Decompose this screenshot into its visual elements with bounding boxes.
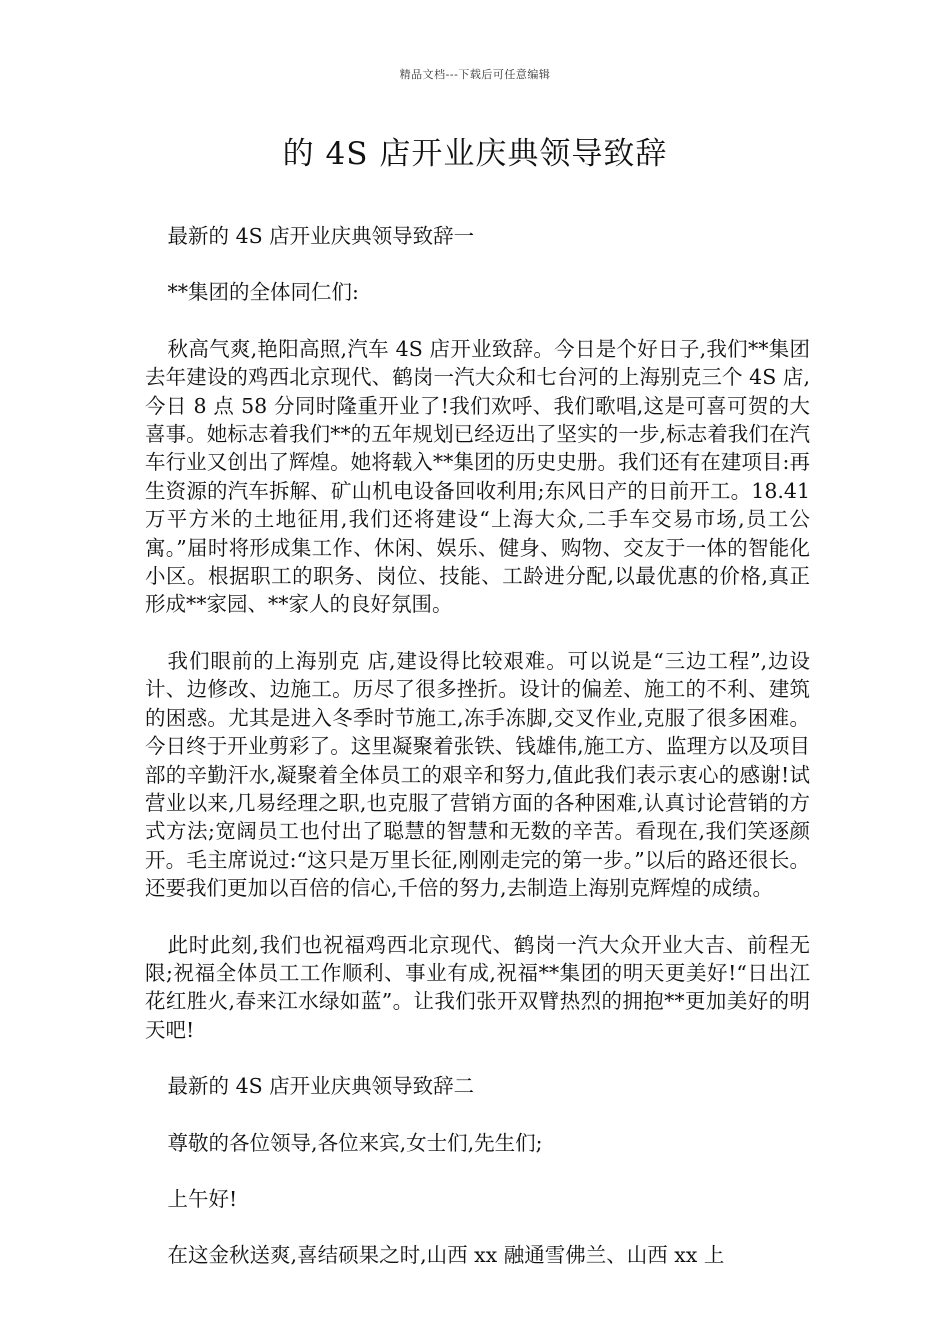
section-heading-1: 最新的 4S 店开业庆典领导致辞一 xyxy=(167,224,475,248)
section-heading-2: 最新的 4S 店开业庆典领导致辞二 xyxy=(167,1074,475,1099)
salutation-2: 尊敬的各位领导,各位来宾,女士们,先生们; xyxy=(167,1130,543,1155)
greeting: 上午好! xyxy=(167,1186,238,1211)
paragraph-2: 我们眼前的上海别克 店,建设得比较艰难。可以说是“三边工程”,边设计、边修改、边施工。历尽了很多挫折。设计的偏差、施工的不利、建筑的困惑。尤其是进入冬季时节施工,冻手冻脚,交叉作业,克服了很多困难。今日终于开业剪彩了。这里凝聚着张铁、钱雄伟,施工方、监理方以及项目部的辛勤汗水,凝聚着全体员工的艰辛和努力,值此我们表示衷心的感谢!试营业以来,几易经理之职,也克服了营销方面的各种困难,认真讨论营销的方式方法;宽阔员工也付出了聪慧的智慧和无数的辛苦。看现在,我们笑逐颜开。毛主席说过:“这只是万里长征,刚刚走完的第一步。”以后的路还很长。还要我们更加以百倍的信心,千倍的努力,去制造上海别克辉煌的成绩。 xyxy=(145,648,810,901)
paragraph-3: 此时此刻,我们也祝福鸡西北京现代、鹤岗一汽大众开业大吉、前程无限;祝福全体员工工作顺利、事业有成,祝福**集团的明天更美好!“日出江花红胜火,春来江水绿如蓝”。让我们张开双臂热烈的拥抱**更加美好的明天吧! xyxy=(145,932,810,1042)
document-body xyxy=(145,222,810,1298)
header-note: 精品文档---下载后可任意编辑 xyxy=(399,68,551,81)
paragraph-4: 在这金秋送爽,喜结硕果之时,山西 xx 融通雪佛兰、山西 xx 上 xyxy=(167,1243,725,1268)
salutation-1: **集团的全体同仁们: xyxy=(167,280,359,305)
paragraph-1: 秋高气爽,艳阳高照,汽车 4S 店开业致辞。今日是个好日子,我们**集团去年建设的鸡西北京现代、鹤岗一汽大众和七台河的上海别克三个 4S 店,今日 8 点 58 分同时隆重开业了!我们欢呼、我们歌唱,这是可喜可贺的大喜事。她标志着我们**的五年规划已经迈出了坚实的一步,标志着我们在汽车行业又创出了辉煌。她将载入**集团的历史史册。我们还有在建项目:再生资源的汽车拆解、矿山机电设备回收利用;东风日产的日前开工。18.41 万平方米的土地征用,我们还将建设“上海大众,二手车交易市场,员工公寓。”届时将形成集工作、休闲、娱乐、健身、购物、交友于一体的智能化小区。根据职工的职务、岗位、技能、工龄进分配,以最优惠的价格,真正形成**家园、**家人的良好氛围。 xyxy=(145,336,810,617)
document-title: 的 4S 店开业庆典领导致辞 xyxy=(282,136,668,172)
